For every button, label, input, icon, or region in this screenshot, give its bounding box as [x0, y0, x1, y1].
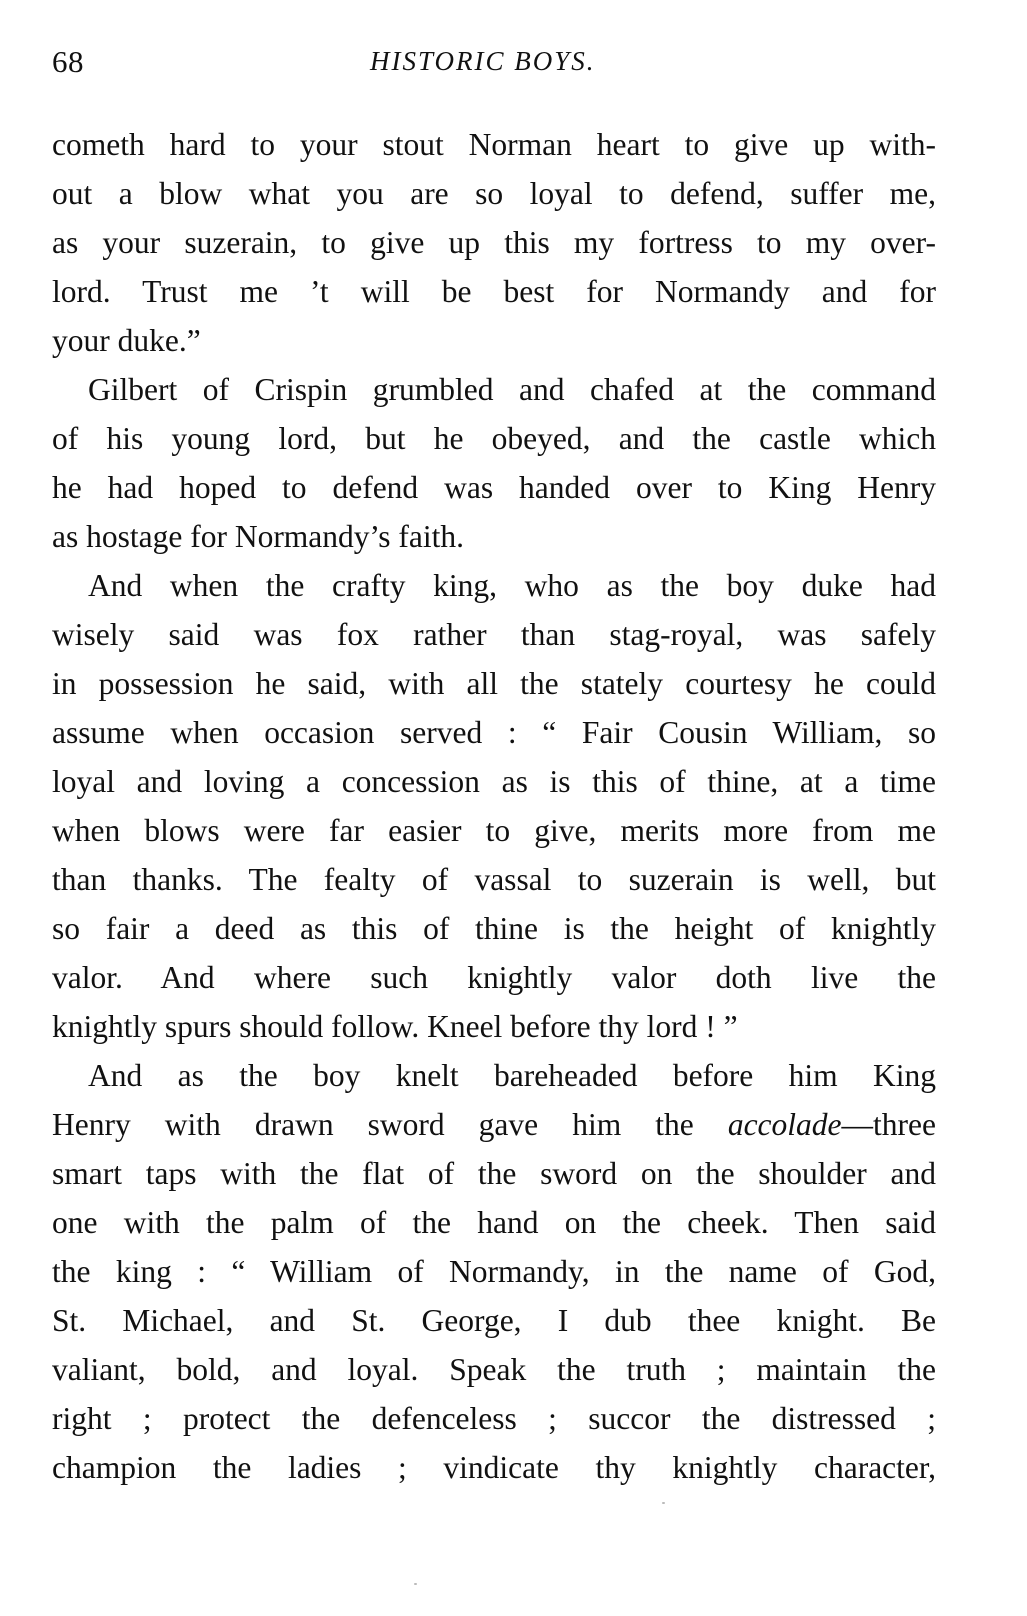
text-line: valor. And where such knightly valor doth live the: [52, 960, 936, 995]
text-line: of his young lord, but he obeyed, and the castle which: [52, 421, 936, 456]
text-line: loyal and loving a concession as is this of thine, at a time: [52, 764, 936, 799]
text-line: And as the boy knelt bareheaded before him King: [88, 1058, 936, 1093]
text-line: so fair a deed as this of thine is the height of knightly: [52, 911, 936, 946]
text-line: in possession he said, with all the stately courtesy he could: [52, 666, 936, 701]
text-line: assume when occasion served : “ Fair Cousin William, so: [52, 715, 936, 750]
text-line: Gilbert of Crispin grumbled and chafed at the command: [88, 372, 936, 407]
paper-speck: [414, 1583, 417, 1585]
text-line: out a blow what you are so loyal to defend, suffer me,: [52, 176, 936, 211]
text-line: when blows were far easier to give, merits more from me: [52, 813, 936, 848]
text-line: St. Michael, and St. George, I dub thee knight. Be: [52, 1303, 936, 1338]
running-head: HISTORIC BOYS.: [370, 46, 596, 76]
text-run: —three: [841, 1107, 936, 1142]
italic-term-accolade: accolade: [727, 1107, 842, 1142]
text-line: than thanks. The fealty of vassal to suzerain is well, but: [52, 862, 936, 897]
page-header: [52, 44, 935, 84]
text-line: one with the palm of the hand on the cheek. Then said: [52, 1205, 936, 1240]
text-line: as hostage for Normandy’s faith.: [52, 519, 465, 554]
text-line: And when the crafty king, who as the boy duke had: [88, 568, 936, 603]
text-line: the king : “ William of Normandy, in the name of God,: [52, 1254, 936, 1289]
paper-speck: [662, 1502, 665, 1504]
text-line: as your suzerain, to give up this my fortress to my over-: [52, 225, 936, 260]
body-text: [52, 120, 936, 1492]
text-line: right ; protect the defenceless ; succor the distressed ;: [52, 1401, 936, 1436]
page-number: 68: [52, 44, 84, 79]
text-line: lord. Trust me ’t will be best for Normandy and for: [52, 274, 936, 309]
text-line: he had hoped to defend was handed over to King Henry: [52, 470, 936, 505]
text-line: your duke.”: [52, 323, 201, 358]
text-line: knightly spurs should follow. Kneel before thy lord ! ”: [52, 1009, 738, 1044]
text-line: valiant, bold, and loyal. Speak the truth ; maintain the: [52, 1352, 936, 1387]
text-line: wisely said was fox rather than stag-royal, was safely: [52, 617, 936, 652]
text-line: smart taps with the flat of the sword on the shoulder and: [52, 1156, 936, 1191]
text-run: Henry with drawn sword gave him the: [52, 1107, 728, 1142]
text-line: champion the ladies ; vindicate thy knightly character,: [52, 1450, 936, 1485]
text-line-with-italic: [52, 1100, 936, 1149]
text-line: cometh hard to your stout Norman heart to give up with-: [52, 127, 936, 162]
